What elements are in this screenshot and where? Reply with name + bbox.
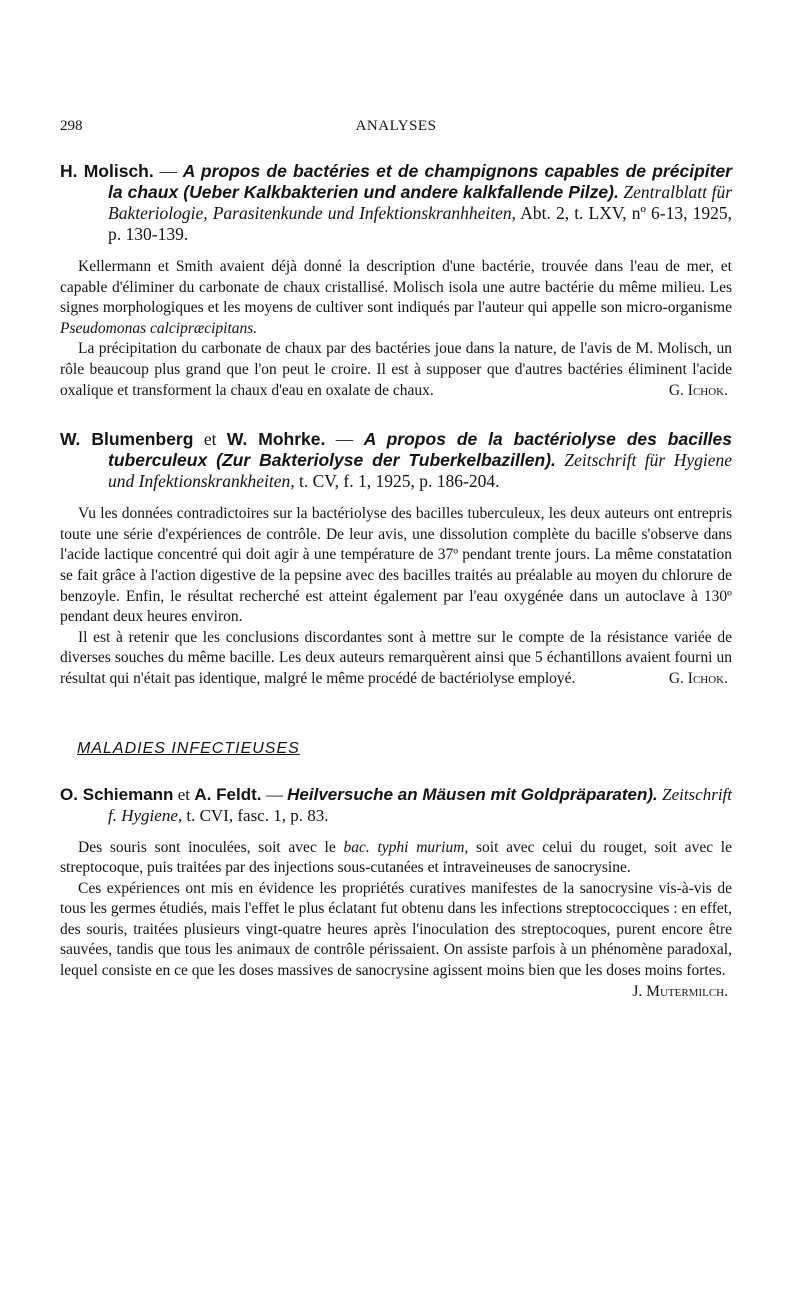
- review-body: [60, 257, 732, 401]
- paragraph-text: Des souris sont inoculées, soit avec le: [78, 838, 344, 856]
- reviewer-signature: J. Mutermilch.: [632, 982, 728, 1000]
- review-molisch: [60, 161, 732, 401]
- paragraph-text: Kellermann et Smith avaient déjà donné la description d'une bactérie, trouvée dans l'eau de mer, et capable d'éliminer du carbonate de chaux cristallisé. Molisch isola une autre bactérie du même milieu. Les signes morphologiques et les moyens de cultiver sont indiqués par l'auteur qui appelle son micro-organisme: [60, 258, 732, 317]
- reviewer-signature: G. Ichok.: [668, 381, 728, 399]
- paragraph-text: Ces expériences ont mis en évidence les propriétés curatives manifestes de la sanocrysine vis-à-vis de tous les germes étudiés, mais l'effet le plus éclatant fut obtenu dans les infections streptococciques : en effet, des souris, traitées plusieurs vingt-quatre heures après l'inoculation des streptocoques, purent encore être sauvées, tandis que tous les animaux de contrôle périssaient. On assiste parfois à un phénomène paradoxal, lequel consiste en ce que les doses massives de sanocrysine agissent moins bien que les doses moins fortes.: [60, 879, 732, 980]
- conjunction: et: [193, 429, 227, 450]
- journal-page: [60, 118, 732, 1002]
- review-heading: [60, 161, 732, 245]
- review-heading: [60, 784, 732, 826]
- species-name: Pseudomonas calcipræcipitans.: [60, 319, 258, 337]
- separator: —: [325, 429, 364, 450]
- review-author: H. Molisch.: [60, 161, 154, 181]
- running-title: ANALYSES: [355, 118, 437, 134]
- page-number: 298: [60, 118, 83, 134]
- separator: —: [153, 161, 183, 181]
- citation: Abt. 2, t. LXV, nº 6-13, 1925, p. 130-139.: [108, 203, 732, 244]
- review-title: A propos de bactéries et de champignons capables de précipiter la chaux (Ueber Kalkbakterien und andere kalkfallende Pilze).: [108, 161, 732, 202]
- review-title: Heilversuche an Mäusen mit Goldpräparaten).: [287, 784, 658, 804]
- page-header: [60, 118, 732, 135]
- paragraph: [60, 339, 732, 401]
- journal-name: Zentralblatt für Bakteriologie, Parasitenkunde und Infektionskranhheiten,: [108, 182, 732, 223]
- section-heading: MALADIES INFECTIEUSES: [77, 739, 300, 757]
- review-blumenberg: [60, 429, 732, 689]
- review-body: [60, 838, 732, 1000]
- review-author: A. Feldt.: [194, 784, 262, 804]
- citation: t. CVI, fasc. 1, p. 83.: [182, 805, 329, 825]
- review-author: W. Mohrke.: [226, 429, 326, 450]
- paragraph-text: Il est à retenir que les conclusions discordantes sont à mettre sur le compte de la résistance variée de diverses souches du même bacille. Les deux auteurs remarquèrent ainsi que 5 échantillons avaient fourni un résultat qui n'était pas identique, malgré le même procédé de bactériolyse employé.: [60, 628, 732, 687]
- paragraph: [60, 879, 732, 1000]
- review-title: A propos de la bactériolyse des bacilles tuberculeux (Zur Bakteriolyse der Tuberkelbazillen).: [108, 429, 733, 471]
- review-schiemann: [60, 784, 733, 1000]
- paragraph: [60, 838, 732, 879]
- citation: t. CV, f. 1, 1925, p. 186-204.: [294, 471, 500, 492]
- review-heading: [60, 429, 732, 492]
- conjunction: et: [173, 784, 195, 804]
- species-name: bac. typhi murium,: [343, 838, 469, 856]
- reviewer-signature: G. Ichok.: [668, 669, 728, 687]
- paragraph-text: La précipitation du carbonate de chaux par des bactéries joue dans la nature, de l'avis de M. Molisch, un rôle beaucoup plus grand que l'on peut le croire. Il est à supposer que d'autres bactéries éliminent l'acide oxalique et transforment la chaux d'eau en oxalate de chaux.: [60, 340, 732, 399]
- paragraph: [60, 257, 732, 339]
- review-author: O. Schiemann: [60, 784, 174, 804]
- review-body: [60, 504, 732, 689]
- separator: —: [261, 784, 288, 804]
- paragraph-text: soit avec celui du rouget, soit avec le streptocoque, puis traitées par des injections sous-cutanées et intraveineuses de sanocrysine.: [60, 838, 732, 877]
- review-author: W. Blumenberg: [60, 429, 194, 450]
- journal-name: Zeitschrift f. Hygiene,: [108, 784, 733, 825]
- journal-name: Zeitschrift für Hygiene und Infektionskrankheiten,: [108, 450, 733, 492]
- paragraph: [60, 628, 732, 690]
- paragraph: Vu les données contradictoires sur la bactériolyse des bacilles tuberculeux, les deux auteurs ont entrepris toute une série d'expériences de contrôle. De leur avis, une dissolution complète du bacille s'observe dans l'acide lactique concentré qui doit agir à une température de 37º pendant trente jours. La même constatation se fait grâce à l'action digestive de la pepsine avec des bacilles traités au préalable au moyen du chlorure de benzoyle. Enfin, le résultat recherché est atteint également par l'eau oxygénée dans un autoclave à 130º pendant deux heures environ.: [60, 505, 732, 626]
